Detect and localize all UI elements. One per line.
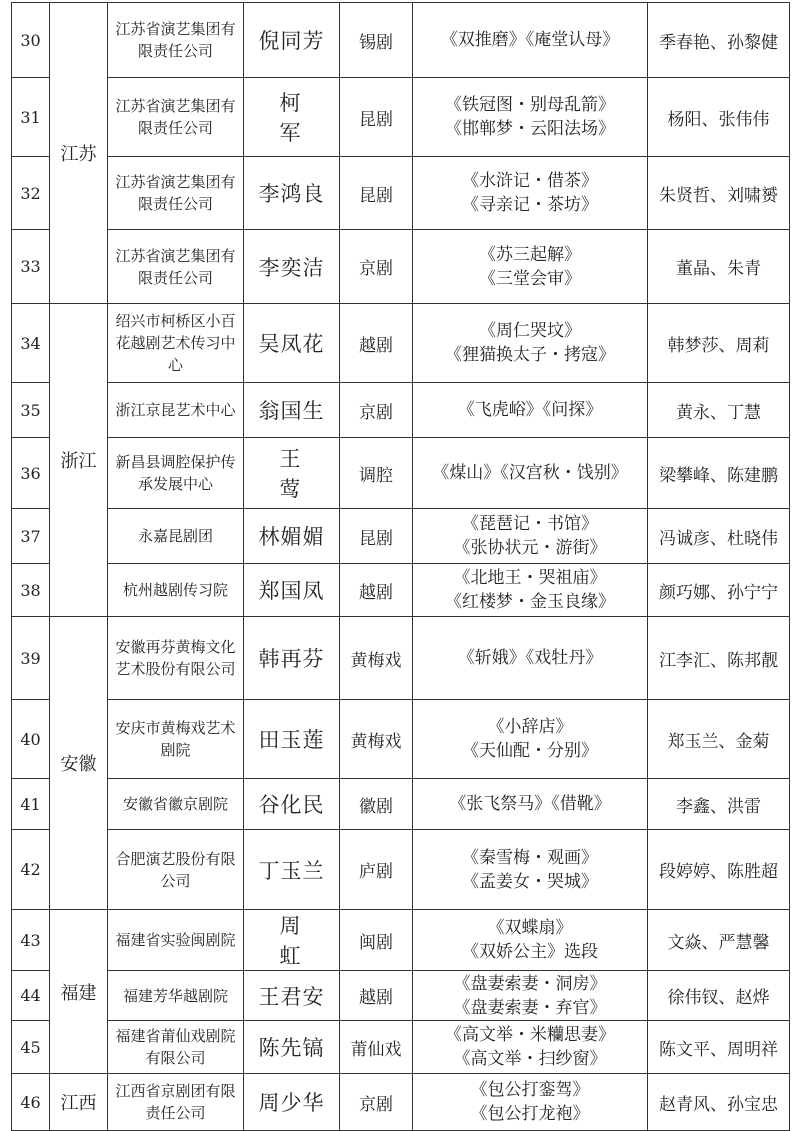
students-cell: 黄永、丁慧 (648, 383, 790, 438)
unit-cell: 福建省莆仙戏剧院有限公司 (108, 1021, 244, 1074)
table-row (12, 230, 790, 304)
repertoire-item: 《张飞祭马》《借靴》 (449, 794, 611, 814)
students-cell: 李鑫、洪雷 (648, 779, 790, 830)
inheritor-name: 柯军 (244, 78, 340, 157)
table-row (12, 564, 790, 617)
repertoire-item: 《铁冠图・别母乱箭》 (445, 95, 615, 115)
province-cell: 江西 (50, 1074, 108, 1131)
genre-cell: 昆剧 (340, 157, 413, 230)
genre-cell: 黄梅戏 (340, 700, 413, 779)
inheritor-name: 吴凤花 (244, 304, 340, 383)
table-row (12, 700, 790, 779)
table-row (12, 157, 790, 230)
row-number: 33 (12, 230, 50, 304)
repertoire-item: 《水浒记・借茶》 (462, 171, 598, 191)
repertoire-cell (413, 910, 648, 971)
repertoire-item: 《天仙配・分别》 (462, 741, 598, 761)
unit-cell: 江苏省演艺集团有限责任公司 (108, 78, 244, 157)
row-number: 31 (12, 78, 50, 157)
unit-cell: 福建芳华越剧院 (108, 971, 244, 1021)
unit-cell: 江苏省演艺集团有限责任公司 (108, 157, 244, 230)
repertoire-item: 《包公打銮驾》 (470, 1080, 590, 1100)
inheritor-name: 韩再芬 (244, 617, 340, 700)
repertoire-cell (413, 617, 648, 700)
row-number: 36 (12, 438, 50, 509)
repertoire-item: 《琵琶记・书馆》 (462, 514, 598, 534)
repertoire-cell (413, 1074, 648, 1131)
table-row (12, 779, 790, 830)
students-cell: 冯诚彦、杜晓伟 (648, 509, 790, 564)
repertoire-cell (413, 971, 648, 1021)
repertoire-item: 《寻亲记・茶坊》 (462, 195, 598, 215)
inheritor-name: 周虹 (244, 910, 340, 971)
table-row (12, 3, 790, 78)
province-cell: 浙江 (50, 304, 108, 617)
repertoire-item: 《飞虎峪》《问探》 (457, 400, 603, 420)
inheritor-name: 周少华 (244, 1074, 340, 1131)
row-number: 32 (12, 157, 50, 230)
table-row (12, 78, 790, 157)
repertoire-item: 《周仁哭坟》 (479, 321, 581, 341)
unit-cell: 安徽省徽京剧院 (108, 779, 244, 830)
table-row (12, 971, 790, 1021)
inheritor-name: 郑国凤 (244, 564, 340, 617)
row-number: 38 (12, 564, 50, 617)
repertoire-item: 《邯郸梦・云阳法场》 (445, 119, 615, 139)
roster-body (12, 3, 790, 1131)
table-row (12, 910, 790, 971)
students-cell: 江李汇、陈邦靓 (648, 617, 790, 700)
students-cell: 赵青风、孙宝忠 (648, 1074, 790, 1131)
repertoire-item: 《高文举・扫纱窗》 (453, 1049, 607, 1069)
inheritor-name: 田玉莲 (244, 700, 340, 779)
repertoire-cell (413, 779, 648, 830)
unit-cell: 福建省实验闽剧院 (108, 910, 244, 971)
row-number: 34 (12, 304, 50, 383)
inheritance-roster-table (11, 2, 790, 1131)
unit-cell: 江西省京剧团有限责任公司 (108, 1074, 244, 1131)
row-number: 45 (12, 1021, 50, 1074)
table-row (12, 383, 790, 438)
unit-cell: 安庆市黄梅戏艺术剧院 (108, 700, 244, 779)
repertoire-item: 《盘妻索妻・洞房》 (453, 973, 607, 994)
repertoire-cell (413, 230, 648, 304)
province-cell: 福建 (50, 910, 108, 1074)
genre-cell: 京剧 (340, 1074, 413, 1131)
genre-cell: 京剧 (340, 383, 413, 438)
unit-cell: 浙江京昆艺术中心 (108, 383, 244, 438)
row-number: 46 (12, 1074, 50, 1131)
inheritor-name: 林媚媚 (244, 509, 340, 564)
province-cell: 安徽 (50, 617, 108, 910)
table-row (12, 830, 790, 910)
unit-cell: 新昌县调腔保护传承发展中心 (108, 438, 244, 509)
repertoire-item: 《斩娥》《戏牡丹》 (457, 648, 603, 668)
unit-cell: 江苏省演艺集团有限责任公司 (108, 3, 244, 78)
inheritor-name: 倪同芳 (244, 3, 340, 78)
unit-cell: 绍兴市柯桥区小百花越剧艺术传习中心 (108, 304, 244, 383)
repertoire-item: 《苏三起解》 (479, 244, 581, 265)
table-row (12, 617, 790, 700)
row-number: 37 (12, 509, 50, 564)
students-cell: 徐伟钗、赵烨 (648, 971, 790, 1021)
inheritor-name: 王莺 (244, 438, 340, 509)
inheritor-name: 翁国生 (244, 383, 340, 438)
inheritor-name: 丁玉兰 (244, 830, 340, 910)
genre-cell: 京剧 (340, 230, 413, 304)
repertoire-item: 《盘妻索妻・弃官》 (453, 997, 607, 1018)
repertoire-item: 《双娇公主》选段 (462, 942, 598, 962)
repertoire-item: 《煤山》《汉宫秋・饯别》 (432, 463, 628, 483)
unit-cell: 江苏省演艺集团有限责任公司 (108, 230, 244, 304)
table-row (12, 438, 790, 509)
genre-cell: 闽剧 (340, 910, 413, 971)
row-number: 42 (12, 830, 50, 910)
genre-cell: 昆剧 (340, 78, 413, 157)
genre-cell: 锡剧 (340, 3, 413, 78)
students-cell: 杨阳、张伟伟 (648, 78, 790, 157)
repertoire-item: 《小辞店》 (487, 717, 573, 737)
row-number: 41 (12, 779, 50, 830)
genre-cell: 莆仙戏 (340, 1021, 413, 1074)
genre-cell: 徽剧 (340, 779, 413, 830)
province-cell: 江苏 (50, 3, 108, 304)
repertoire-cell (413, 438, 648, 509)
row-number: 35 (12, 383, 50, 438)
repertoire-cell (413, 304, 648, 383)
row-number: 30 (12, 3, 50, 78)
repertoire-cell (413, 3, 648, 78)
repertoire-item: 《秦雪梅・观画》 (462, 847, 598, 868)
row-number: 40 (12, 700, 50, 779)
repertoire-item: 《狸猫换太子・拷寇》 (445, 345, 615, 365)
repertoire-item: 《红楼梦・金玉良缘》 (445, 592, 615, 612)
inheritor-name: 李鸿良 (244, 157, 340, 230)
students-cell: 陈文平、周明祥 (648, 1021, 790, 1074)
repertoire-cell (413, 830, 648, 910)
inheritor-name: 王君安 (244, 971, 340, 1021)
genre-cell: 昆剧 (340, 509, 413, 564)
students-cell: 郑玉兰、金菊 (648, 700, 790, 779)
genre-cell: 越剧 (340, 971, 413, 1021)
students-cell: 季春艳、孙黎健 (648, 3, 790, 78)
row-number: 43 (12, 910, 50, 971)
genre-cell: 越剧 (340, 564, 413, 617)
repertoire-item: 《双蝶扇》 (487, 918, 573, 938)
table-row (12, 1074, 790, 1131)
students-cell: 段婷婷、陈胜超 (648, 830, 790, 910)
table-row (12, 1021, 790, 1074)
students-cell: 文焱、严慧馨 (648, 910, 790, 971)
repertoire-cell (413, 157, 648, 230)
repertoire-item: 《孟姜女・哭城》 (462, 871, 598, 892)
repertoire-cell (413, 564, 648, 617)
repertoire-cell (413, 383, 648, 438)
repertoire-item: 《三堂会审》 (479, 268, 581, 289)
genre-cell: 庐剧 (340, 830, 413, 910)
inheritor-name: 谷化民 (244, 779, 340, 830)
repertoire-item: 《北地王・哭祖庙》 (453, 568, 607, 588)
students-cell: 韩梦莎、周莉 (648, 304, 790, 383)
row-number: 39 (12, 617, 50, 700)
unit-cell: 杭州越剧传习院 (108, 564, 244, 617)
students-cell: 梁攀峰、陈建鹏 (648, 438, 790, 509)
students-cell: 董晶、朱青 (648, 230, 790, 304)
students-cell: 颜巧娜、孙宁宁 (648, 564, 790, 617)
genre-cell: 越剧 (340, 304, 413, 383)
repertoire-item: 《包公打龙袍》 (470, 1104, 590, 1124)
inheritor-name: 陈先镐 (244, 1021, 340, 1074)
repertoire-cell (413, 78, 648, 157)
repertoire-cell (413, 700, 648, 779)
students-cell: 朱贤哲、刘啸赟 (648, 157, 790, 230)
repertoire-item: 《高文举・米糷思妻》 (445, 1025, 615, 1045)
repertoire-cell (413, 509, 648, 564)
genre-cell: 调腔 (340, 438, 413, 509)
unit-cell: 永嘉昆剧团 (108, 509, 244, 564)
table-row (12, 509, 790, 564)
row-number: 44 (12, 971, 50, 1021)
table-row (12, 304, 790, 383)
unit-cell: 合肥演艺股份有限公司 (108, 830, 244, 910)
repertoire-cell (413, 1021, 648, 1074)
inheritor-name: 李奕洁 (244, 230, 340, 304)
repertoire-item: 《张协状元・游街》 (453, 538, 607, 558)
unit-cell: 安徽再芬黄梅文化艺术股份有限公司 (108, 617, 244, 700)
genre-cell: 黄梅戏 (340, 617, 413, 700)
repertoire-item: 《双推磨》《庵堂认母》 (440, 30, 620, 50)
